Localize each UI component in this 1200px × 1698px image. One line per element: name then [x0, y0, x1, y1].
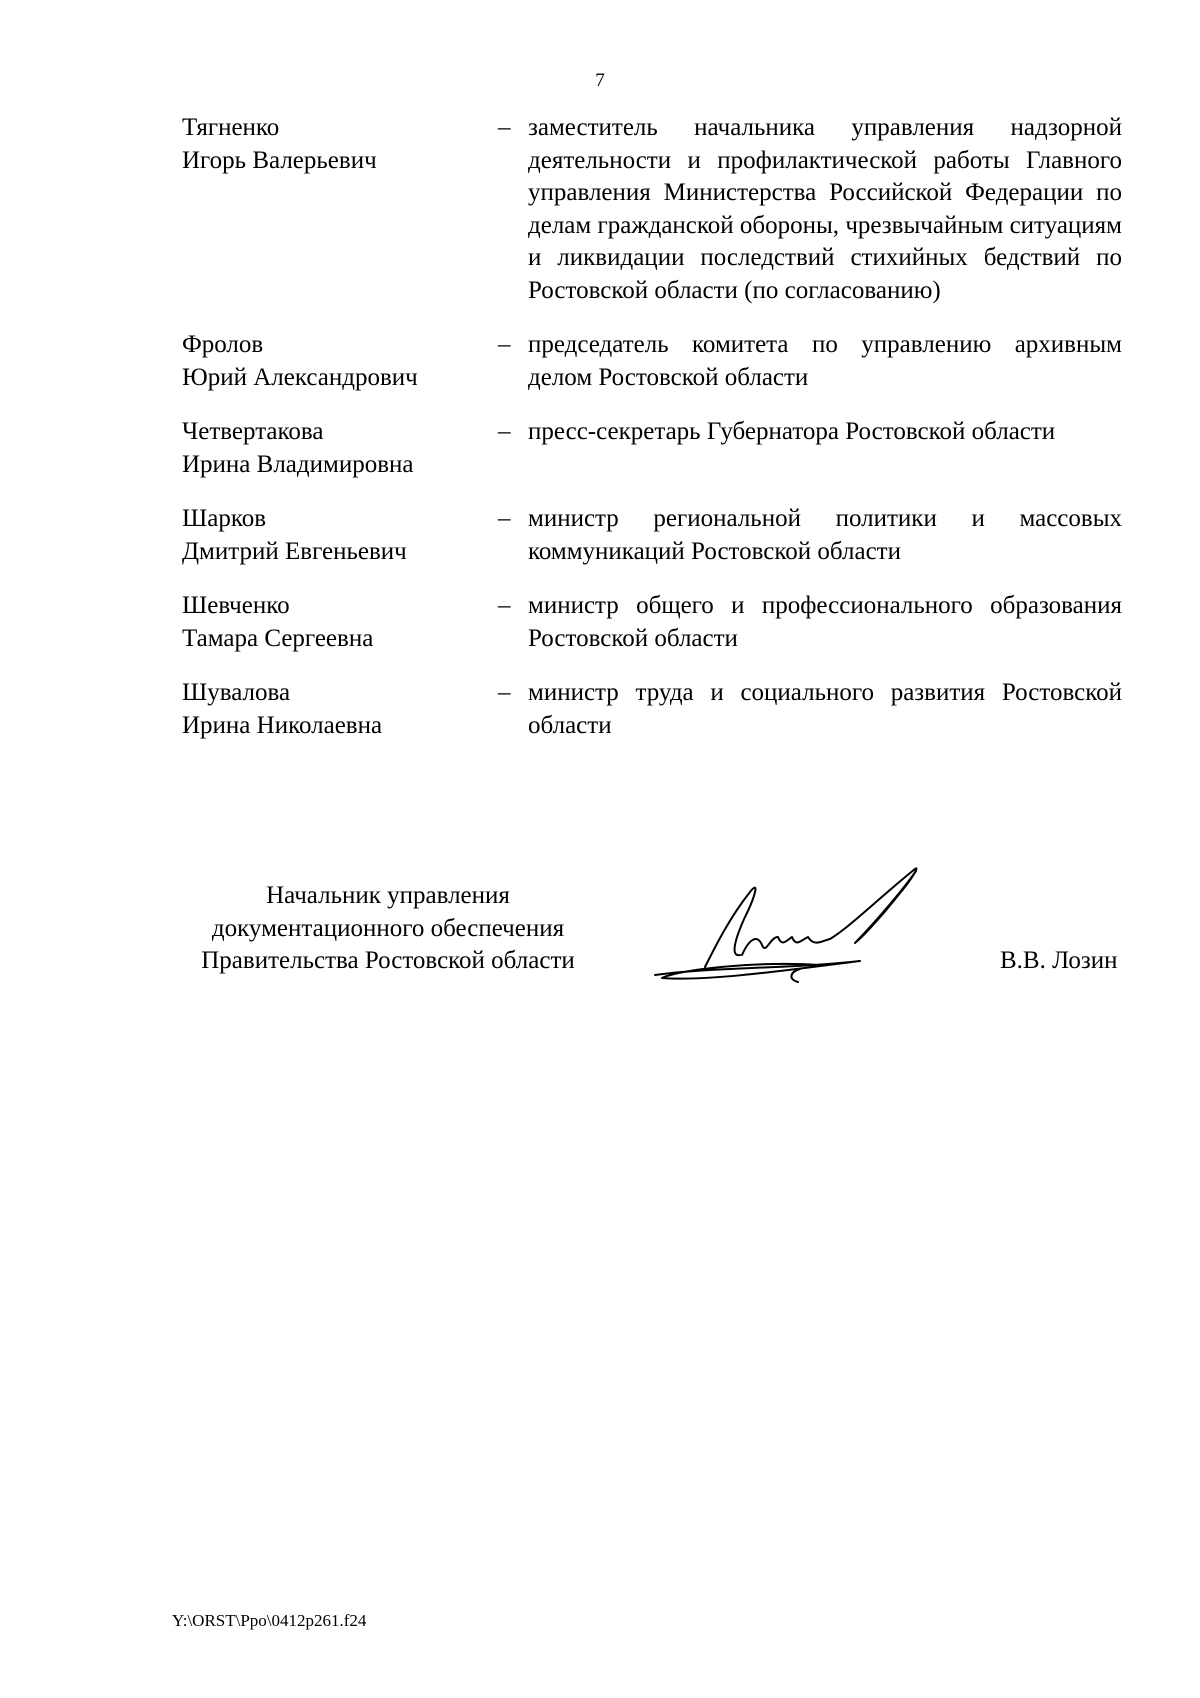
list-item [182, 503, 1134, 568]
member-given-names: Тамара Сергеевна [182, 624, 374, 652]
handwritten-signature [650, 857, 980, 1007]
member-name [182, 503, 498, 568]
list-item [182, 590, 1134, 655]
member-name [182, 329, 498, 394]
dash-separator: – [498, 505, 511, 532]
member-surname: Тягненко [182, 114, 280, 141]
member-name [182, 416, 498, 481]
members-list [182, 112, 1134, 764]
dash-separator: – [498, 679, 511, 706]
signature-title-line: Начальник управления [266, 882, 510, 909]
list-item [182, 112, 1134, 307]
list-item [182, 416, 1134, 481]
member-given-names: Дмитрий Евгеньевич [182, 537, 407, 565]
member-position: министр региональной политики и массовых коммуникаций Ростовской области [528, 505, 1122, 565]
member-surname: Шевченко [182, 592, 290, 619]
member-name [182, 590, 498, 655]
member-position: министр труда и социального развития Ростовской области [528, 679, 1122, 739]
member-position: председатель комитета по управлению архивным делом Ростовской области [528, 331, 1122, 391]
file-path: Y:\ORST\Ppo\0412p261.f24 [172, 1611, 367, 1630]
member-given-names: Юрий Александрович [182, 363, 418, 391]
signatory-name: В.В. Лозин [1000, 947, 1118, 974]
member-name [182, 112, 498, 177]
member-surname: Шувалова [182, 679, 291, 706]
page-number: 7 [595, 70, 605, 91]
member-surname: Четвертакова [182, 418, 324, 445]
dash-separator: – [498, 592, 511, 619]
member-surname: Фролов [182, 331, 264, 358]
member-position: заместитель начальника управления надзорной деятельности и профилактической работы Главного управления Министерства Российской Федерации по делам гражданской обороны, чрезвычайным ситуациям и ликвидации последствий стихийных бедствий по Ростовской области (по согласованию) [528, 114, 1122, 304]
member-given-names: Ирина Владимировна [182, 450, 414, 478]
dash-separator: – [498, 418, 511, 445]
dash-separator: – [498, 114, 511, 141]
list-item [182, 677, 1134, 742]
signature-title-line: Правительства Ростовской области [201, 947, 575, 974]
member-surname: Шарков [182, 505, 266, 532]
list-item [182, 329, 1134, 394]
member-position: министр общего и профессионального образования Ростовской области [528, 592, 1122, 652]
member-name [182, 677, 498, 742]
signature-title-line: документационного обеспечения [211, 914, 565, 942]
member-position: пресс-секретарь Губернатора Ростовской области [528, 418, 1056, 445]
member-given-names: Игорь Валерьевич [182, 146, 377, 174]
signature-title [168, 880, 608, 978]
dash-separator: – [498, 331, 511, 358]
member-given-names: Ирина Николаевна [182, 711, 383, 739]
